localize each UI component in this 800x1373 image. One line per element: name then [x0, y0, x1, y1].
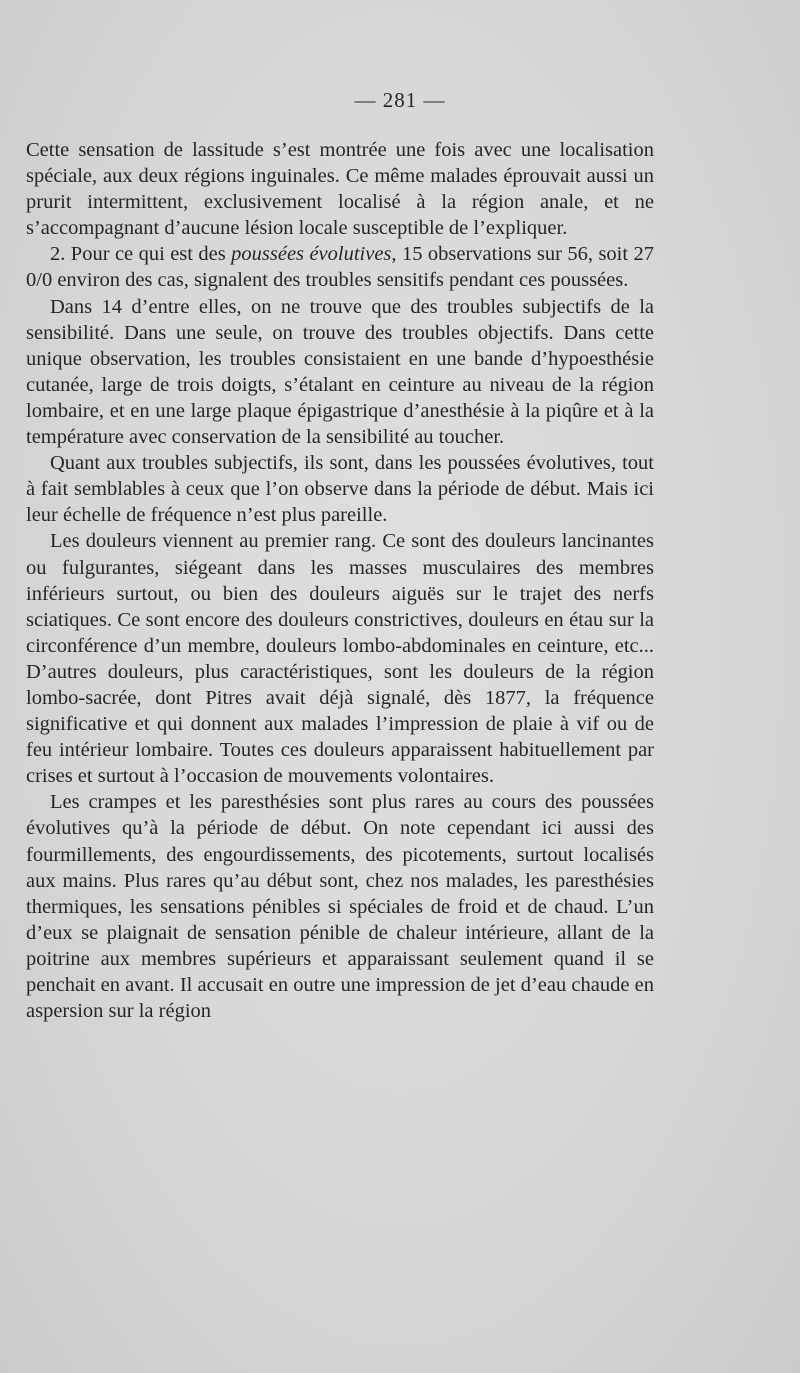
text-segment: Cette sensation de lassitude s’est montrée une fois avec une localisation spéciale, aux deux régions inguinales. Ce même malades éprouvait aussi un prurit intermittent, exclusivement localisé à la région anale, et ne s’accompagnant d’aucune lésion locale susceptible de l’expliquer. [26, 139, 654, 240]
text-segment: Dans 14 d’entre elles, on ne trouve que des troubles subjectifs de la sensibilité. Dans une seule, on trouve des troubles objectifs. Dans cette unique observation, les troubles consistaient en une bande d’hypoesthésie cutanée, large de trois doigts, s’étalant en ceinture au niveau de la région lombaire, et en une large plaque épigastrique d’anesthésie à la piqûre et à la température avec conservation de la sensibilité au toucher. [26, 295, 654, 449]
paragraph [26, 528, 654, 789]
paragraph [26, 450, 654, 528]
paragraph [26, 789, 654, 1024]
paragraph [26, 241, 654, 293]
page-number: — 281 — [354, 88, 446, 112]
paragraph [26, 294, 654, 451]
text-segment: Les douleurs viennent au premier rang. Ce sont des douleurs lancinantes ou fulgurantes, siégeant dans les masses musculaires des membres inférieurs surtout, ou bien des douleurs aiguës sur le trajet des nerfs sciatiques. Ce sont encore des douleurs constrictives, douleurs en étau sur la circonférence d’un membre, douleurs lombo-abdominales en ceinture, etc... D’autres douleurs, plus caractéristiques, sont les douleurs de la région lombo-sacrée, dont Pitres avait déjà signalé, dès 1877, la fréquence significative et qui donnent aux malades l’impression de plaie à vif ou de feu intérieur lombaire. Toutes ces douleurs apparaissent habituellement par crises et surtout à l’occasion de mouvements volontaires. [26, 530, 654, 788]
text-segment: Les crampes et les paresthésies sont plus rares au cours des poussées évolutives qu’à la période de début. On note cependant ici aussi des fourmillements, des engourdissements, des picotements, surtout localisés aux mains. Plus rares qu’au début sont, chez nos malades, les paresthésies thermiques, les sensations pénibles si spéciales de froid et de chaud. L’un d’eux se plaignait de sensation pénible de chaleur intérieure, allant de la poitrine aux membres supérieurs et apparaissant seulement quand il se penchait en avant. Il accusait en outre une impression de jet d’eau chaude en aspersion sur la région [26, 791, 654, 1023]
italic-text: poussées évolutives, [231, 243, 397, 266]
body-text [26, 137, 654, 1024]
text-segment: 15 observations sur 56, soit 27 0/0 environ des cas, signalent des troubles sensitifs pendant ces poussées. [26, 243, 654, 292]
text-segment: 2. Pour ce qui est des [50, 243, 232, 266]
text-segment: Quant aux troubles subjectifs, ils sont, dans les poussées évolutives, tout à fait semblables à ceux que l’on observe dans la période de début. Mais ici leur échelle de fréquence n’est plus pareille. [26, 452, 654, 527]
paragraph [26, 137, 654, 241]
